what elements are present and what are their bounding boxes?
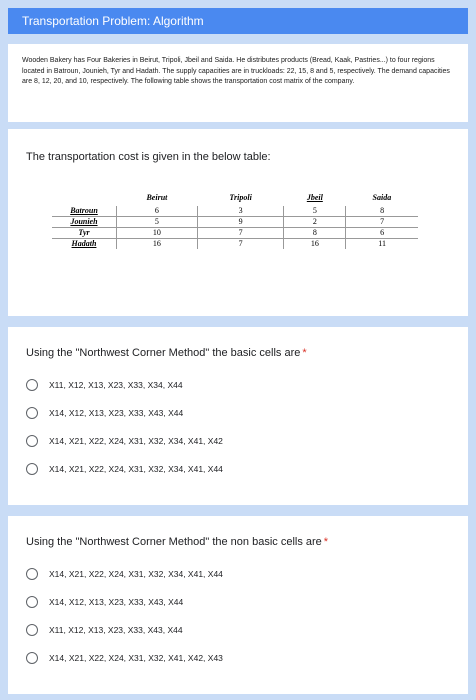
cost-cell: 3 [197, 206, 284, 217]
table-row [52, 206, 418, 217]
cost-cell: 6 [346, 228, 418, 239]
radio-button[interactable] [26, 624, 38, 636]
row-label: Tyr [52, 228, 117, 239]
cost-cell: 7 [346, 217, 418, 228]
problem-description: Wooden Bakery has Four Bakeries in Beirut, Tripoli, Jbeil and Saida. He distributes products (Bread, Kaak, Pastries...) to four regions located in Batroun, Jounieh, Tyr and Hadath. The supply capacities are in truckloads: 22, 15, 8 and 5, respectively. The demand capacities are 8, 12, 20, and 10, respectively. The following table shows the transportation cost matrix of the company. [22, 57, 450, 85]
question-text [26, 536, 450, 548]
table-row [52, 239, 418, 250]
answer-option[interactable] [26, 378, 450, 392]
question-label: Using the "Northwest Corner Method" the basic cells are [26, 347, 301, 359]
form-header [8, 8, 468, 34]
cost-cell: 7 [197, 239, 284, 250]
radio-button[interactable] [26, 596, 38, 608]
radio-button[interactable] [26, 407, 38, 419]
table-row [52, 228, 418, 239]
column-header: Jbeil [306, 193, 323, 202]
row-label: Batroun [70, 206, 98, 215]
row-label: Jounieh [52, 217, 117, 228]
cost-cell: 10 [117, 228, 198, 239]
cost-cell: 8 [284, 228, 346, 239]
answer-option[interactable] [26, 595, 450, 609]
radio-button[interactable] [26, 463, 38, 475]
cost-cell: 2 [284, 217, 346, 228]
option-label[interactable]: X14, X21, X22, X24, X31, X32, X41, X42, X43 [49, 653, 223, 663]
radio-button[interactable] [26, 652, 38, 664]
option-label[interactable]: X14, X21, X22, X24, X31, X32, X34, X41, X44 [49, 569, 223, 579]
answer-option[interactable] [26, 462, 450, 476]
option-label[interactable]: X14, X21, X22, X24, X31, X32, X34, X41, X42 [49, 436, 223, 446]
question-label: Using the "Northwest Corner Method" the non basic cells are [26, 536, 322, 548]
option-label[interactable]: X14, X12, X13, X23, X33, X43, X44 [49, 408, 184, 418]
row-label: Hadath [52, 239, 117, 250]
answer-option[interactable] [26, 567, 450, 581]
cost-cell: 8 [346, 206, 418, 217]
column-header: Saida [372, 193, 392, 202]
answer-option[interactable] [26, 434, 450, 448]
radio-button[interactable] [26, 379, 38, 391]
table-header-row [52, 192, 418, 206]
cost-cell: 16 [284, 239, 346, 250]
cost-cell: 6 [117, 206, 198, 217]
answer-option[interactable] [26, 623, 450, 637]
cost-matrix-table [52, 192, 418, 249]
column-header: Tripoli [229, 193, 252, 202]
option-label[interactable]: X11, X12, X13, X23, X33, X43, X44 [49, 625, 183, 635]
required-asterisk: * [302, 347, 307, 359]
answer-option[interactable] [26, 406, 450, 420]
table-row [52, 217, 418, 228]
question-text [26, 347, 450, 359]
question-non-basic-cells [8, 516, 468, 694]
cost-table-card [8, 129, 468, 316]
required-asterisk: * [323, 536, 329, 548]
column-header: Beirut [146, 193, 168, 202]
form-title: Transportation Problem: Algorithm [22, 14, 204, 28]
cost-cell: 5 [284, 206, 346, 217]
cost-table-title: The transportation cost is given in the below table: [26, 151, 271, 163]
radio-button[interactable] [26, 435, 38, 447]
table-corner [52, 192, 117, 206]
cost-cell: 11 [346, 239, 418, 250]
answer-option[interactable] [26, 651, 450, 665]
cost-cell: 16 [117, 239, 198, 250]
cost-cell: 7 [197, 228, 284, 239]
option-label[interactable]: X14, X21, X22, X24, X31, X32, X34, X41, X44 [49, 464, 223, 474]
option-label[interactable]: X14, X12, X13, X23, X33, X43, X44 [49, 597, 184, 607]
cost-cell: 9 [197, 217, 284, 228]
intro-card [8, 44, 468, 122]
radio-button[interactable] [26, 568, 38, 580]
option-label[interactable]: X11, X12, X13, X23, X33, X34, X44 [49, 380, 183, 390]
cost-cell: 5 [117, 217, 198, 228]
question-basic-cells [8, 327, 468, 505]
